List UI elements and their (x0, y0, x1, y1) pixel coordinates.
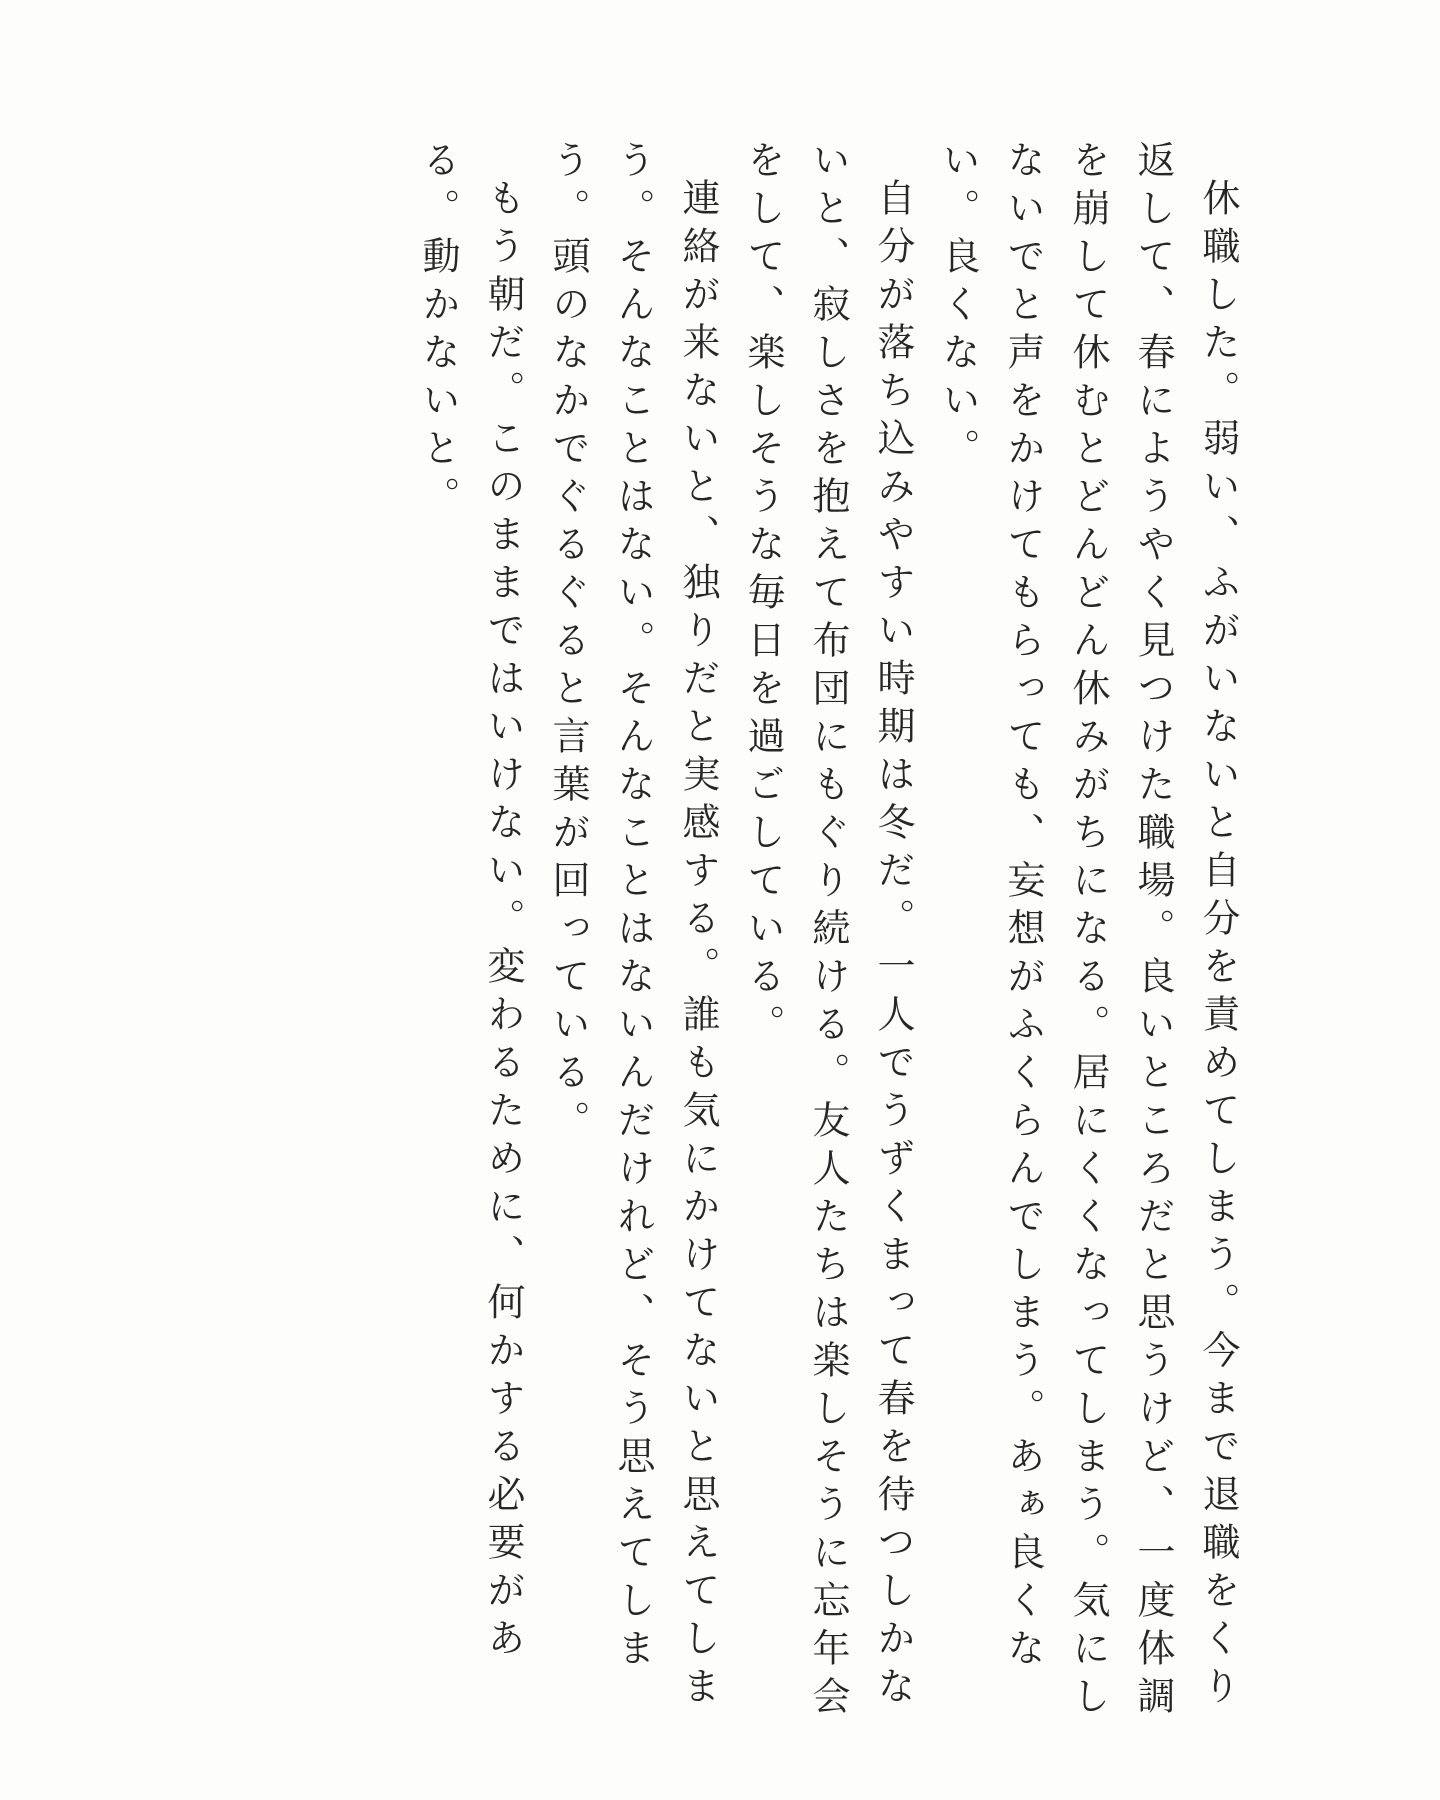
vertical-text-body (405, 140, 1250, 1740)
paragraph-3: 連絡が来ないと、独りだと実感する。誰も気にかけてないと思えてしまう。そんなことはない。そんなことはないんだけれど、そう思えてしまう。頭のなかでぐるぐると言葉が回っている。 (546, 140, 720, 1714)
paragraph-2: 自分が落ち込みやすい時期は冬だ。一人でうずくまって春を待つしかないと、寂しさを抱えて布団にもぐり続ける。友人たちは楽しそうに忘年会をして、楽しそうな毎日を過ごしている。 (741, 140, 915, 1724)
paragraph-1: 休職した。弱い、ふがいないと自分を責めてしまう。今まで退職をくり返して、春にようやく見つけた職場。良いところだと思うけど、一度体調を崩して休むとどんどん休みがちになる。居にくくなってしまう。気にしないでと声をかけてもらっても、妄想がふくらんでしまう。あぁ良くない。良くない。 (936, 140, 1240, 1724)
paragraph-4: もう朝だ。このままではいけない。変わるために、何かする必要がある。動かないと。 (416, 140, 525, 1666)
